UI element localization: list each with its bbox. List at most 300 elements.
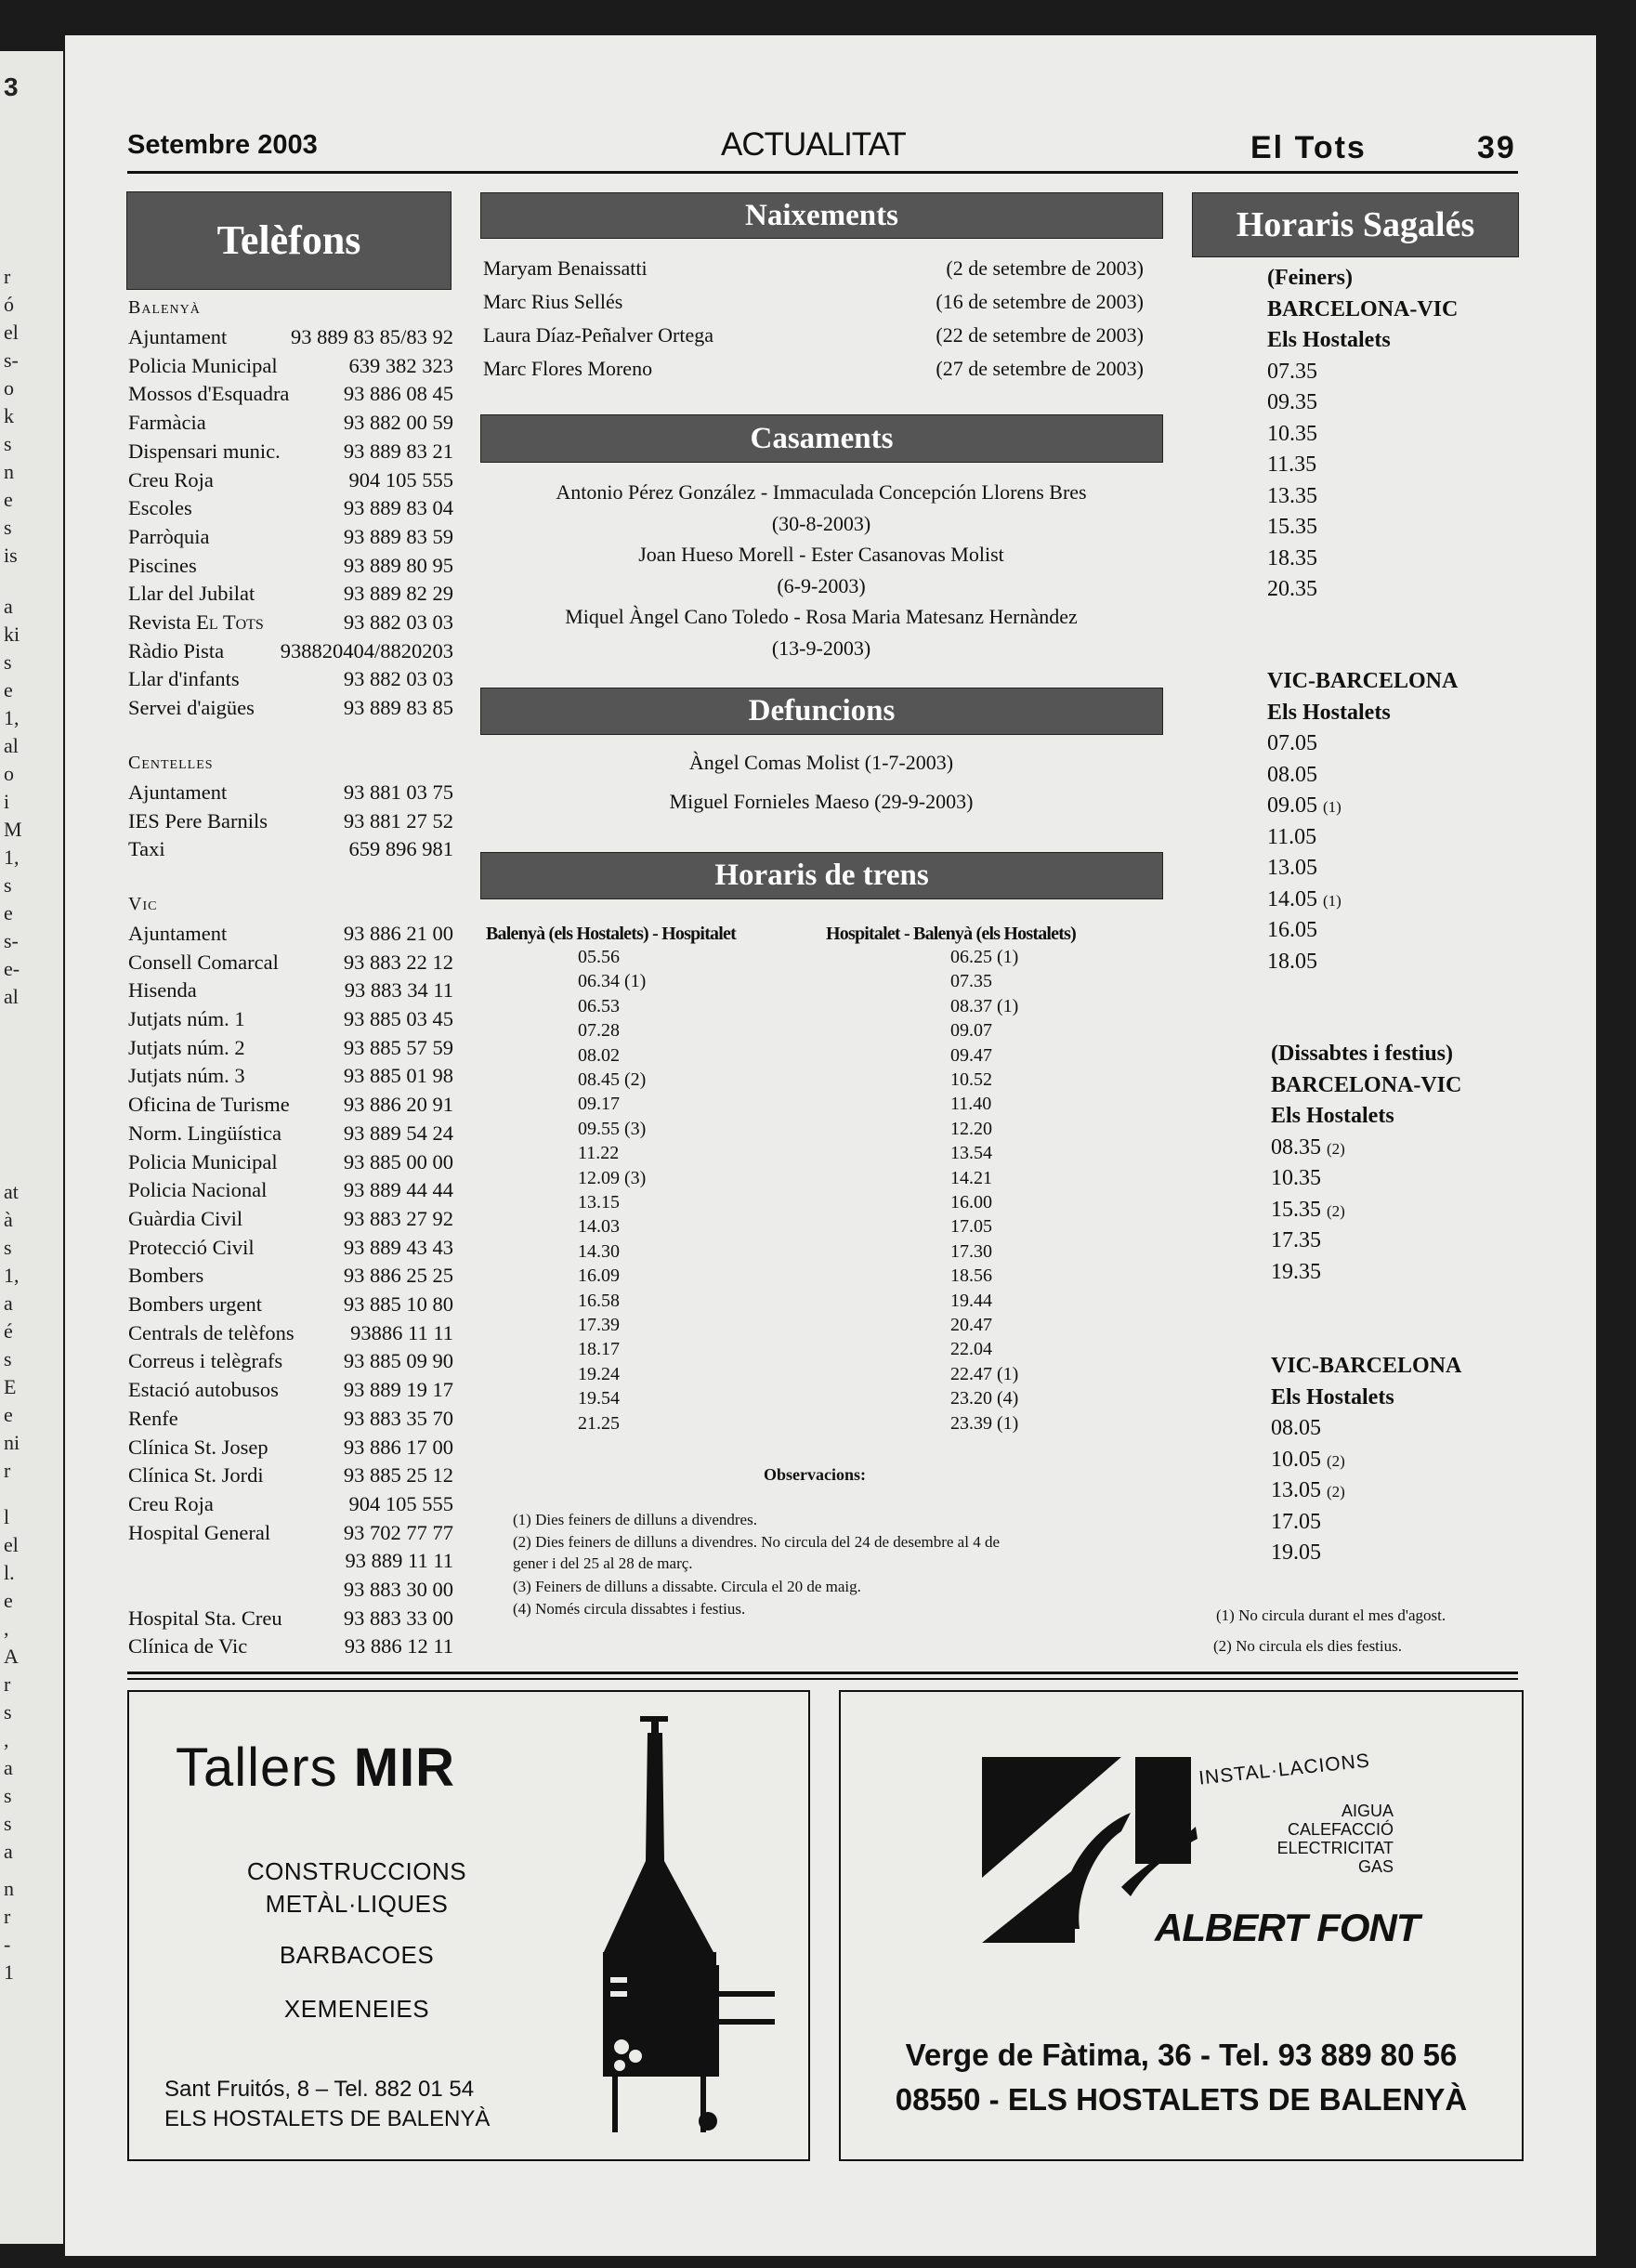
train-time-outbound: 06.53 bbox=[578, 995, 620, 1016]
phone-row bbox=[128, 496, 453, 524]
train-time-outbound: 14.03 bbox=[578, 1216, 620, 1238]
font-service: CALEFACCIÓ bbox=[1287, 1820, 1394, 1839]
observation-line: (1) Dies feiners de dilluns a divendres. bbox=[513, 1511, 757, 1528]
phone-name: Escoles bbox=[128, 496, 192, 520]
birth-date: (2 de setembre de 2003) bbox=[946, 256, 1144, 280]
phone-name: Creu Roja bbox=[128, 467, 214, 492]
train-time-outbound: 05.56 bbox=[578, 947, 620, 967]
prev-page-char: s- bbox=[4, 348, 19, 372]
prev-page-char: s bbox=[4, 516, 12, 539]
train-time-return: 22.47 (1) bbox=[950, 1363, 1019, 1384]
train-time-return: 18.56 bbox=[950, 1265, 992, 1287]
phone-number: 93 882 00 59 bbox=[343, 411, 453, 435]
trens-heading: Horaris de trens bbox=[480, 852, 1163, 899]
phone-name: Ajuntament bbox=[128, 325, 228, 348]
casaments-heading: Casaments bbox=[480, 414, 1163, 463]
phone-number: 93 886 21 00 bbox=[343, 921, 453, 945]
phone-row bbox=[128, 1064, 453, 1092]
bus-time-value: 07.05 bbox=[1267, 731, 1317, 755]
train-time-return: 08.37 (1) bbox=[950, 995, 1019, 1016]
phone-name: Bombers bbox=[128, 1264, 204, 1288]
train-time-outbound: 18.17 bbox=[578, 1339, 620, 1360]
observation-line: (3) Feiners de dilluns a dissabte. Circula el 20 de maig. bbox=[513, 1578, 861, 1595]
phone-row bbox=[128, 950, 453, 978]
phone-number: 93 886 08 45 bbox=[343, 382, 453, 406]
phone-row bbox=[128, 1007, 453, 1035]
train-time-return: 12.20 bbox=[950, 1118, 992, 1139]
phone-number: 659 896 981 bbox=[348, 837, 453, 861]
train-time-outbound: 14.30 bbox=[578, 1240, 620, 1262]
wedding-line: (13-9-2003) bbox=[771, 636, 871, 660]
prev-page-char: 1, bbox=[4, 846, 20, 869]
wedding-line: (30-8-2003) bbox=[771, 511, 871, 535]
font-town: 08550 - ELS HOSTALETS DE BALENYÀ bbox=[895, 2082, 1468, 2117]
bus-time-value: 18.05 bbox=[1267, 949, 1317, 974]
phone-row bbox=[128, 525, 453, 553]
ads-rule-bottom bbox=[127, 1678, 1518, 1680]
phone-name: Protecció Civil bbox=[128, 1235, 255, 1259]
mir-brand: Tallers MIR bbox=[176, 1737, 456, 1798]
phone-number: 93 881 27 52 bbox=[343, 808, 453, 832]
bus-time bbox=[1271, 1198, 1345, 1223]
train-time-outbound: 16.09 bbox=[578, 1265, 620, 1287]
bus-time bbox=[1267, 452, 1316, 478]
train-time-outbound: 19.24 bbox=[578, 1363, 620, 1384]
prev-page-char: r bbox=[4, 265, 11, 288]
phone-number: 93 885 10 80 bbox=[343, 1292, 453, 1316]
phone-name: Farmàcia bbox=[128, 411, 206, 435]
phone-row bbox=[128, 1292, 453, 1320]
prev-page-char: ni bbox=[4, 1431, 20, 1454]
train-time-outbound: 06.34 (1) bbox=[578, 971, 647, 992]
prev-page-char: 3 bbox=[4, 72, 19, 101]
schedule-heading: Els Hostalets bbox=[1267, 700, 1391, 725]
prev-page-char: n bbox=[4, 1877, 14, 1900]
schedule-heading: VIC-BARCELONA bbox=[1267, 669, 1459, 693]
trens-col1-header: Balenyà (els Hostalets) - Hospitalet bbox=[486, 924, 736, 944]
prev-page-char: à bbox=[4, 1208, 13, 1231]
ad-albert-font bbox=[839, 1690, 1524, 2161]
prev-page-char: r bbox=[4, 1672, 11, 1696]
telefons-heading: Telèfons bbox=[126, 191, 452, 290]
phone-row bbox=[128, 667, 453, 695]
prev-page-char: l bbox=[4, 1505, 10, 1528]
ad-tallers-mir bbox=[127, 1690, 810, 2161]
phone-row bbox=[128, 1492, 453, 1520]
mir-line-4: XEMENEIES bbox=[283, 1995, 430, 2023]
birth-date: (16 de setembre de 2003) bbox=[936, 290, 1144, 313]
phone-row bbox=[128, 1549, 453, 1577]
prev-page-char: a bbox=[4, 1291, 13, 1315]
prev-page-char: al bbox=[4, 734, 19, 757]
prev-page-char: el bbox=[4, 321, 19, 344]
prev-page-char: A bbox=[4, 1645, 19, 1668]
phone-row bbox=[128, 582, 453, 610]
trens-col2-header: Hospitalet - Balenyà (els Hostalets) bbox=[826, 924, 1076, 944]
bus-time-note: (1) bbox=[1323, 798, 1342, 816]
phone-name: Mossos d'Esquadra bbox=[128, 382, 290, 406]
bus-time-value: 13.05 bbox=[1271, 1478, 1321, 1502]
phone-row bbox=[128, 610, 453, 638]
phone-row bbox=[128, 696, 453, 724]
phone-name: Renfe bbox=[128, 1406, 178, 1430]
train-time-outbound: 16.58 bbox=[578, 1290, 620, 1311]
phone-number: 93 886 20 91 bbox=[343, 1093, 453, 1117]
phone-number: 93 889 54 24 bbox=[343, 1121, 453, 1145]
prev-page-char: s bbox=[4, 1347, 12, 1370]
phone-row bbox=[128, 1407, 453, 1435]
prev-page-char: al bbox=[4, 985, 19, 1008]
train-time-outbound: 09.17 bbox=[578, 1094, 620, 1115]
phone-number: 93 889 82 29 bbox=[343, 582, 453, 606]
train-time-return: 16.00 bbox=[950, 1192, 992, 1213]
phone-number: 639 382 323 bbox=[348, 353, 453, 377]
phone-row bbox=[128, 1606, 453, 1634]
schedule-heading: BARCELONA-VIC bbox=[1271, 1072, 1462, 1097]
telefons-section-title: Centelles bbox=[128, 752, 214, 773]
train-time-outbound: 08.02 bbox=[578, 1044, 620, 1066]
schedule-heading: Els Hostalets bbox=[1271, 1104, 1394, 1128]
bus-time bbox=[1271, 1510, 1321, 1535]
bus-time-note: (2) bbox=[1327, 1201, 1345, 1220]
sagales-note: (2) No circula els dies festius. bbox=[1213, 1637, 1402, 1655]
publication-name: El Tots bbox=[1250, 130, 1367, 165]
phone-number: 93 889 80 95 bbox=[343, 553, 453, 577]
phone-name: Guàrdia Civil bbox=[128, 1206, 243, 1230]
phone-name: Llar del Jubilat bbox=[128, 582, 255, 606]
train-time-outbound: 09.55 (3) bbox=[578, 1118, 647, 1139]
prev-page-char: s bbox=[4, 873, 12, 897]
bus-time bbox=[1267, 731, 1317, 756]
font-service: ELECTRICITAT bbox=[1276, 1839, 1394, 1857]
phone-number: 93 889 83 85 bbox=[343, 696, 453, 720]
phone-row bbox=[128, 639, 453, 667]
bus-time-note: (2) bbox=[1327, 1483, 1345, 1501]
prev-page-char: , bbox=[4, 1617, 9, 1640]
bus-time bbox=[1271, 1135, 1345, 1160]
bus-time bbox=[1271, 1416, 1321, 1441]
birth-name: Laura Díaz-Peñalver Ortega bbox=[483, 323, 713, 347]
bus-time bbox=[1267, 887, 1342, 912]
train-time-return: 06.25 (1) bbox=[950, 947, 1019, 967]
birth-name: Maryam Benaissatti bbox=[483, 256, 648, 280]
bus-time bbox=[1267, 546, 1317, 571]
prev-page-char: e- bbox=[4, 957, 20, 980]
bus-time bbox=[1267, 515, 1317, 540]
phone-name: Correus i telègrafs bbox=[128, 1349, 283, 1373]
phone-number: 93 889 83 85/83 92 bbox=[290, 325, 453, 348]
phone-name: Clínica St. Josep bbox=[128, 1435, 268, 1459]
prev-page-char: , bbox=[4, 1728, 9, 1751]
bus-time-value: 16.05 bbox=[1267, 918, 1317, 942]
prev-page-char: é bbox=[4, 1319, 13, 1343]
bus-time-value: 09.35 bbox=[1267, 390, 1317, 414]
sagales-note: (1) No circula durant el mes d'agost. bbox=[1216, 1606, 1446, 1624]
bus-time bbox=[1271, 1228, 1321, 1253]
phone-row bbox=[128, 1207, 453, 1235]
prev-page-char: s- bbox=[4, 929, 19, 952]
train-time-return: 23.20 (4) bbox=[950, 1388, 1019, 1409]
phone-number: 938820404/8820203 bbox=[280, 638, 453, 662]
ads-rule-top bbox=[127, 1672, 1518, 1674]
phone-name: Jutjats núm. 3 bbox=[128, 1064, 245, 1088]
phone-row bbox=[128, 1634, 453, 1662]
font-arc-text: INSTAL·LACIONS bbox=[1198, 1750, 1371, 1789]
phone-row bbox=[128, 809, 453, 837]
phone-number: 93 885 09 90 bbox=[343, 1349, 453, 1373]
train-time-return: 14.21 bbox=[950, 1167, 992, 1188]
prev-page-char: n bbox=[4, 460, 14, 483]
prev-page-char: i bbox=[4, 790, 10, 813]
bus-time bbox=[1271, 1260, 1321, 1285]
phone-row bbox=[128, 1178, 453, 1206]
phone-row bbox=[128, 1578, 453, 1606]
schedule-heading: Els Hostalets bbox=[1271, 1384, 1394, 1409]
prev-page-char: s bbox=[4, 1700, 12, 1724]
prev-page-char: 1 bbox=[4, 1960, 14, 1984]
defuncions-heading: Defuncions bbox=[480, 688, 1163, 735]
phone-name: Clínica St. Jordi bbox=[128, 1463, 264, 1488]
phone-name: Clínica de Vic bbox=[128, 1634, 248, 1658]
phone-row bbox=[128, 382, 453, 410]
phone-row bbox=[128, 978, 453, 1006]
phone-name: Creu Roja bbox=[128, 1491, 214, 1515]
train-time-return: 09.07 bbox=[950, 1020, 992, 1042]
phone-number: 93 885 01 98 bbox=[343, 1064, 453, 1088]
mir-town: ELS HOSTALETS DE BALENYÀ bbox=[164, 2106, 491, 2131]
phone-row bbox=[128, 325, 453, 353]
bus-time bbox=[1267, 360, 1317, 385]
telefons-section-title: Balenyà bbox=[128, 297, 201, 318]
prev-page-char: is bbox=[4, 544, 18, 567]
bus-time-value: 13.35 bbox=[1267, 483, 1317, 508]
phone-number: 93 886 17 00 bbox=[343, 1435, 453, 1459]
phone-name: Ajuntament bbox=[128, 921, 228, 945]
phone-row bbox=[128, 1121, 453, 1149]
bus-time-value: 11.35 bbox=[1267, 452, 1317, 477]
phone-row bbox=[128, 780, 453, 808]
phone-row bbox=[128, 1321, 453, 1349]
phone-number: 93 889 83 59 bbox=[343, 524, 453, 548]
birth-date: (22 de setembre de 2003) bbox=[936, 323, 1144, 347]
phone-name: Hospital General bbox=[128, 1520, 271, 1544]
train-time-return: 19.44 bbox=[950, 1290, 992, 1311]
phone-number: 93 883 30 00 bbox=[343, 1578, 453, 1601]
phone-name: Ajuntament bbox=[128, 780, 228, 804]
prev-page-char: E bbox=[4, 1375, 17, 1398]
phone-number: 93 889 83 21 bbox=[343, 439, 453, 463]
bus-time-note: (1) bbox=[1323, 891, 1342, 910]
prev-page-char: e bbox=[4, 1589, 13, 1612]
birth-date: (27 de setembre de 2003) bbox=[936, 357, 1144, 380]
bus-time bbox=[1271, 1448, 1345, 1473]
phone-number: 93 883 34 11 bbox=[344, 978, 453, 1003]
schedule-heading: (Dissabtes i festius) bbox=[1271, 1042, 1453, 1066]
bus-time-value: 10.35 bbox=[1271, 1166, 1321, 1190]
phone-number: 93 889 44 44 bbox=[343, 1178, 453, 1202]
prev-page-char: a bbox=[4, 1756, 13, 1779]
train-time-outbound: 13.15 bbox=[578, 1192, 620, 1213]
prev-page-char: e bbox=[4, 1403, 13, 1426]
phone-name: IES Pere Barnils bbox=[128, 808, 268, 832]
bus-time bbox=[1267, 577, 1317, 602]
phone-name: Policia Municipal bbox=[128, 353, 278, 377]
phone-number: 93 886 12 11 bbox=[344, 1634, 453, 1658]
train-time-return: 22.04 bbox=[950, 1339, 992, 1360]
bus-time-value: 19.35 bbox=[1271, 1259, 1321, 1284]
schedule-heading: BARCELONA-VIC bbox=[1267, 296, 1459, 321]
phone-row bbox=[128, 1093, 453, 1121]
phone-name: Bombers urgent bbox=[128, 1292, 262, 1316]
bus-time-value: 15.35 bbox=[1271, 1197, 1321, 1222]
phone-name: Parròquia bbox=[128, 524, 210, 548]
phone-number: 93 885 25 12 bbox=[343, 1463, 453, 1488]
sagales-heading: Horaris Sagalés bbox=[1192, 192, 1519, 257]
previous-page-edge bbox=[0, 51, 63, 2244]
bus-time-value: 17.05 bbox=[1271, 1509, 1321, 1534]
observation-line: (2) Dies feiners de dilluns a divendres. No circula del 24 de desembre al 4 de bbox=[513, 1533, 1000, 1551]
phone-number: 93 883 27 92 bbox=[343, 1206, 453, 1230]
prev-page-char: M bbox=[4, 818, 22, 841]
bus-time bbox=[1267, 918, 1317, 943]
prev-page-char: at bbox=[4, 1180, 19, 1203]
phone-number: 93 882 03 03 bbox=[343, 667, 453, 691]
bus-time-value: 08.05 bbox=[1267, 762, 1317, 787]
bus-time-value: 19.05 bbox=[1271, 1540, 1321, 1565]
phone-name: Jutjats núm. 2 bbox=[128, 1035, 245, 1059]
phone-number: 93 882 03 03 bbox=[343, 610, 453, 634]
schedule-heading: (Feiners) bbox=[1267, 266, 1353, 290]
phone-name: Servei d'aigües bbox=[128, 696, 255, 720]
bus-time bbox=[1267, 763, 1317, 788]
bus-time bbox=[1267, 825, 1316, 850]
phone-number: 904 105 555 bbox=[348, 1491, 453, 1515]
page-number: 39 bbox=[1477, 130, 1516, 165]
phone-row bbox=[128, 1236, 453, 1264]
phone-number: 93 702 77 77 bbox=[343, 1520, 453, 1544]
train-time-outbound: 17.39 bbox=[578, 1315, 620, 1335]
prev-page-char: r bbox=[4, 1459, 11, 1482]
bus-time bbox=[1271, 1540, 1321, 1566]
phone-row bbox=[128, 1349, 453, 1377]
observation-line: (4) Només circula dissabtes i festius. bbox=[513, 1600, 746, 1618]
phone-name: Oficina de Turisme bbox=[128, 1093, 290, 1117]
train-time-return: 13.54 bbox=[950, 1143, 992, 1164]
schedule-heading: Els Hostalets bbox=[1267, 328, 1391, 352]
phone-row bbox=[128, 411, 453, 439]
wedding-line: (6-9-2003) bbox=[777, 573, 866, 597]
bus-time-value: 09.05 bbox=[1267, 793, 1317, 818]
prev-page-char: 1, bbox=[4, 706, 20, 729]
phone-row bbox=[128, 354, 453, 382]
phone-row bbox=[128, 1521, 453, 1549]
phone-name: Estació autobusos bbox=[128, 1378, 279, 1402]
phone-row bbox=[128, 1463, 453, 1491]
issue-date: Setembre 2003 bbox=[127, 130, 318, 160]
train-time-return: 17.30 bbox=[950, 1240, 992, 1262]
phone-row bbox=[128, 1264, 453, 1291]
bus-time-value: 18.35 bbox=[1267, 545, 1317, 570]
wedding-line: Joan Hueso Morell - Ester Casanovas Molist bbox=[638, 543, 1004, 566]
prev-page-char: o bbox=[4, 762, 14, 785]
bus-time-value: 13.05 bbox=[1267, 856, 1317, 880]
train-time-outbound: 19.54 bbox=[578, 1388, 620, 1409]
mir-line-3: BARBACOES bbox=[279, 1941, 435, 1969]
bus-time-value: 08.35 bbox=[1271, 1134, 1321, 1160]
train-time-return: 09.47 bbox=[950, 1044, 992, 1066]
phone-number: 93 883 22 12 bbox=[343, 950, 453, 974]
phone-number: 93 885 00 00 bbox=[343, 1149, 453, 1173]
phone-row bbox=[128, 468, 453, 496]
barbecue-illustration bbox=[603, 1712, 789, 2149]
bus-time-note: (2) bbox=[1327, 1139, 1345, 1158]
phone-name: Taxi bbox=[128, 837, 165, 861]
phone-name: Ràdio Pista bbox=[128, 638, 225, 662]
observation-line: gener i del 25 al 28 de març. bbox=[513, 1554, 693, 1572]
mir-line-1: CONSTRUCCIONS bbox=[246, 1857, 467, 1885]
train-time-outbound: 12.09 (3) bbox=[578, 1167, 647, 1188]
prev-page-char: a bbox=[4, 595, 13, 618]
train-time-return: 11.40 bbox=[950, 1094, 992, 1115]
bus-time bbox=[1267, 950, 1317, 975]
train-time-return: 23.39 (1) bbox=[950, 1412, 1019, 1434]
telefons-section-title: Vic bbox=[128, 893, 158, 914]
phone-name: Llar d'infants bbox=[128, 667, 240, 691]
bus-time bbox=[1267, 856, 1317, 881]
phone-number: 93 885 57 59 bbox=[343, 1035, 453, 1059]
birth-name: Marc Rius Sellés bbox=[483, 290, 623, 313]
prev-page-char: e bbox=[4, 488, 13, 511]
phone-number: 93 886 25 25 bbox=[343, 1264, 453, 1288]
phone-name: Policia Municipal bbox=[128, 1149, 278, 1173]
prev-page-char: a bbox=[4, 1840, 13, 1863]
prev-page-char: ó bbox=[4, 293, 14, 316]
prev-page-char: l. bbox=[4, 1561, 15, 1584]
phone-number: 93 883 35 70 bbox=[343, 1406, 453, 1430]
phone-name: Revista El Tots bbox=[128, 610, 264, 634]
prev-page-char: s bbox=[4, 1784, 12, 1807]
birth-name: Marc Flores Moreno bbox=[483, 357, 653, 380]
bus-time-value: 08.05 bbox=[1271, 1416, 1321, 1440]
prev-page-char: r bbox=[4, 1905, 11, 1928]
train-time-return: 17.05 bbox=[950, 1216, 992, 1238]
death-line: Miguel Fornieles Maeso (29-9-2003) bbox=[669, 790, 974, 813]
bus-time bbox=[1267, 422, 1317, 447]
phone-number: 93886 11 11 bbox=[350, 1320, 453, 1344]
phone-name-brand: El Tots bbox=[196, 610, 264, 634]
train-time-outbound: 21.25 bbox=[578, 1412, 620, 1434]
bus-time-value: 14.05 bbox=[1267, 886, 1317, 911]
prev-page-char: s bbox=[4, 1812, 12, 1835]
prev-page-char: 1, bbox=[4, 1264, 20, 1287]
mir-address: Sant Fruitós, 8 – Tel. 882 01 54 bbox=[164, 2077, 475, 2102]
phone-row bbox=[128, 1378, 453, 1406]
bus-time bbox=[1271, 1166, 1321, 1191]
wedding-line: Antonio Pérez González - Immaculada Concepción Llorens Bres bbox=[556, 480, 1087, 504]
phone-name: Hisenda bbox=[128, 978, 197, 1003]
section-title: ACTUALITAT bbox=[721, 126, 906, 163]
train-time-outbound: 07.28 bbox=[578, 1020, 620, 1042]
phone-number: 93 883 33 00 bbox=[343, 1606, 453, 1630]
phone-row bbox=[128, 554, 453, 582]
prev-page-char: s bbox=[4, 650, 12, 674]
prev-page-char: ki bbox=[4, 623, 20, 646]
prev-page-char: e bbox=[4, 678, 13, 701]
phone-name: Piscines bbox=[128, 553, 197, 577]
train-time-return: 20.47 bbox=[950, 1315, 992, 1335]
phone-number: 904 105 555 bbox=[348, 467, 453, 492]
phone-number: 93 889 11 11 bbox=[345, 1549, 453, 1573]
